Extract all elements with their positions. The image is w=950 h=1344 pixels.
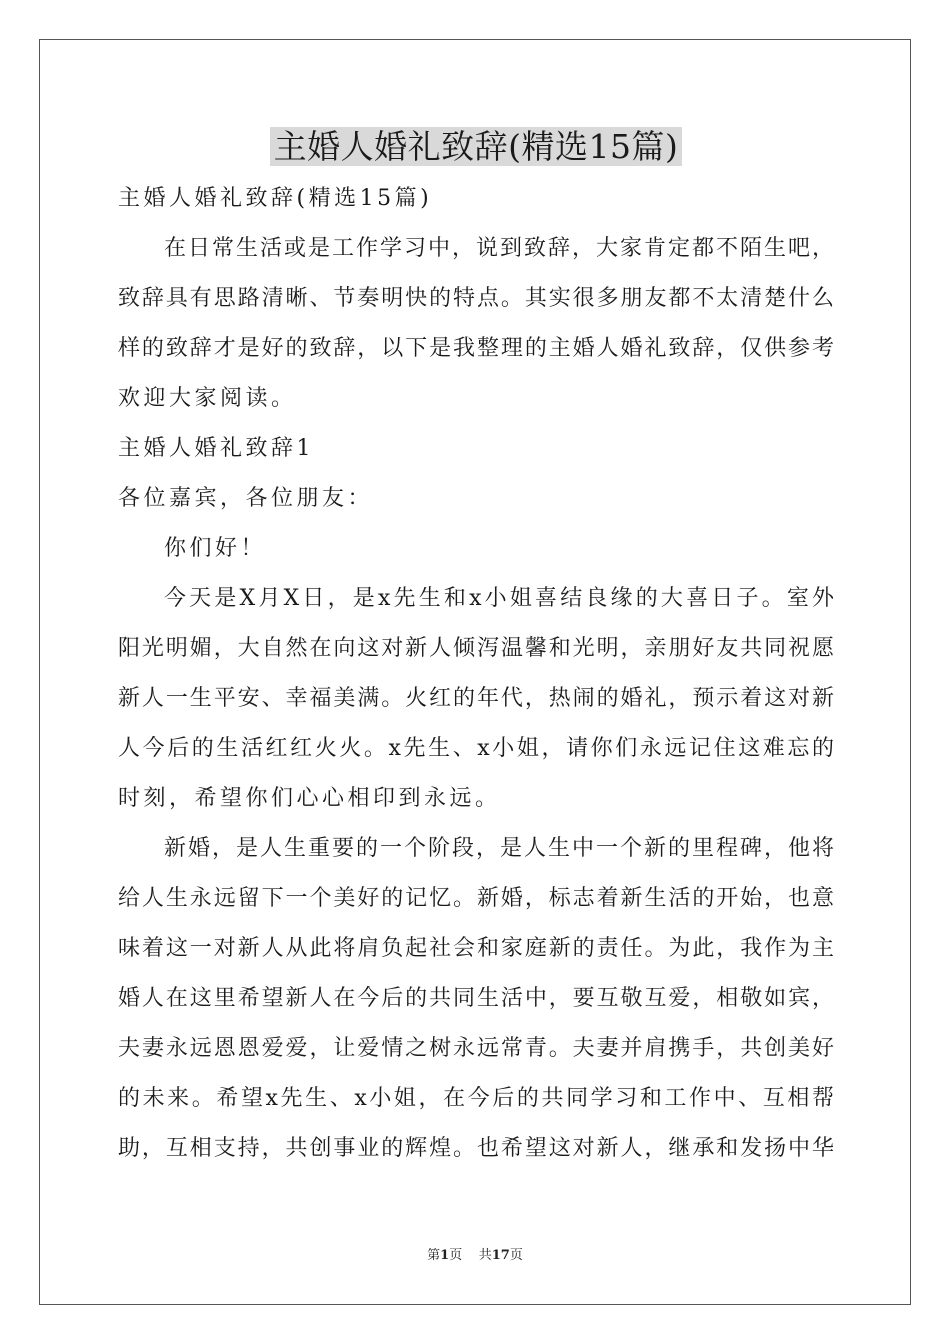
page-prefix: 第 [427,1248,441,1263]
paragraph-line: 欢迎大家阅读。 [118,386,297,411]
paragraph-line: 给人生永远留下一个美好的记忆。新婚，标志着新生活的开始，也意 [118,886,834,911]
paragraph-line: 样的致辞才是好的致辞，以下是我整理的主婚人婚礼致辞，仅供参考 [118,336,834,361]
salutation-line: 各位嘉宾，各位朋友： [118,486,374,511]
paragraph-line: 味着这一对新人从此将肩负起社会和家庭新的责任。为此，我作为主 [118,936,834,961]
total-prefix: 共 [478,1248,492,1263]
paragraph-line: 阳光明媚，大自然在向这对新人倾泻温馨和光明，亲朋好友共同祝愿 [118,636,834,661]
subtitle-line: 主婚人婚礼致辞(精选15篇) [118,186,433,211]
paragraph-line: 夫妻永远恩恩爱爱，让爱情之树永远常青。夫妻并肩携手，共创美好 [118,1036,834,1061]
paragraph-line: 致辞具有思路清晰、节奏明快的特点。其实很多朋友都不太清楚什么 [118,286,834,311]
page-number: 1 [440,1248,450,1263]
paragraph-line: 新婚，是人生重要的一个阶段，是人生中一个新的里程碑，他将 [164,836,834,861]
total-suffix: 页 [509,1248,523,1263]
document-title: 主婚人婚礼致辞(精选15篇) [118,124,834,170]
paragraph-line: 的未来。希望x先生、x小姐，在今后的共同学习和工作中、互相帮 [118,1086,834,1111]
paragraph-line: 新人一生平安、幸福美满。火红的年代，热闹的婚礼，预示着这对新 [118,686,834,711]
paragraph-line: 今天是X月X日，是x先生和x小姐喜结良缘的大喜日子。室外 [164,586,834,611]
section-heading: 主婚人婚礼致辞1 [118,436,314,461]
page-suffix: 页 [449,1248,463,1263]
paragraph-line: 助，互相支持，共创事业的辉煌。也希望这对新人，继承和发扬中华 [118,1136,834,1161]
page-border [39,39,911,1305]
paragraph-line: 在日常生活或是工作学习中，说到致辞，大家肯定都不陌生吧， [164,236,834,261]
greeting-line: 你们好！ [164,536,267,561]
total-pages: 17 [491,1248,510,1263]
paragraph-line: 时刻，希望你们心心相印到永远。 [118,786,501,811]
page-footer [0,1247,950,1265]
paragraph-line: 人今后的生活红红火火。x先生、x小姐，请你们永远记住这难忘的 [118,736,834,761]
paragraph-line: 婚人在这里希望新人在今后的共同生活中，要互敬互爱，相敬如宾， [118,986,834,1011]
